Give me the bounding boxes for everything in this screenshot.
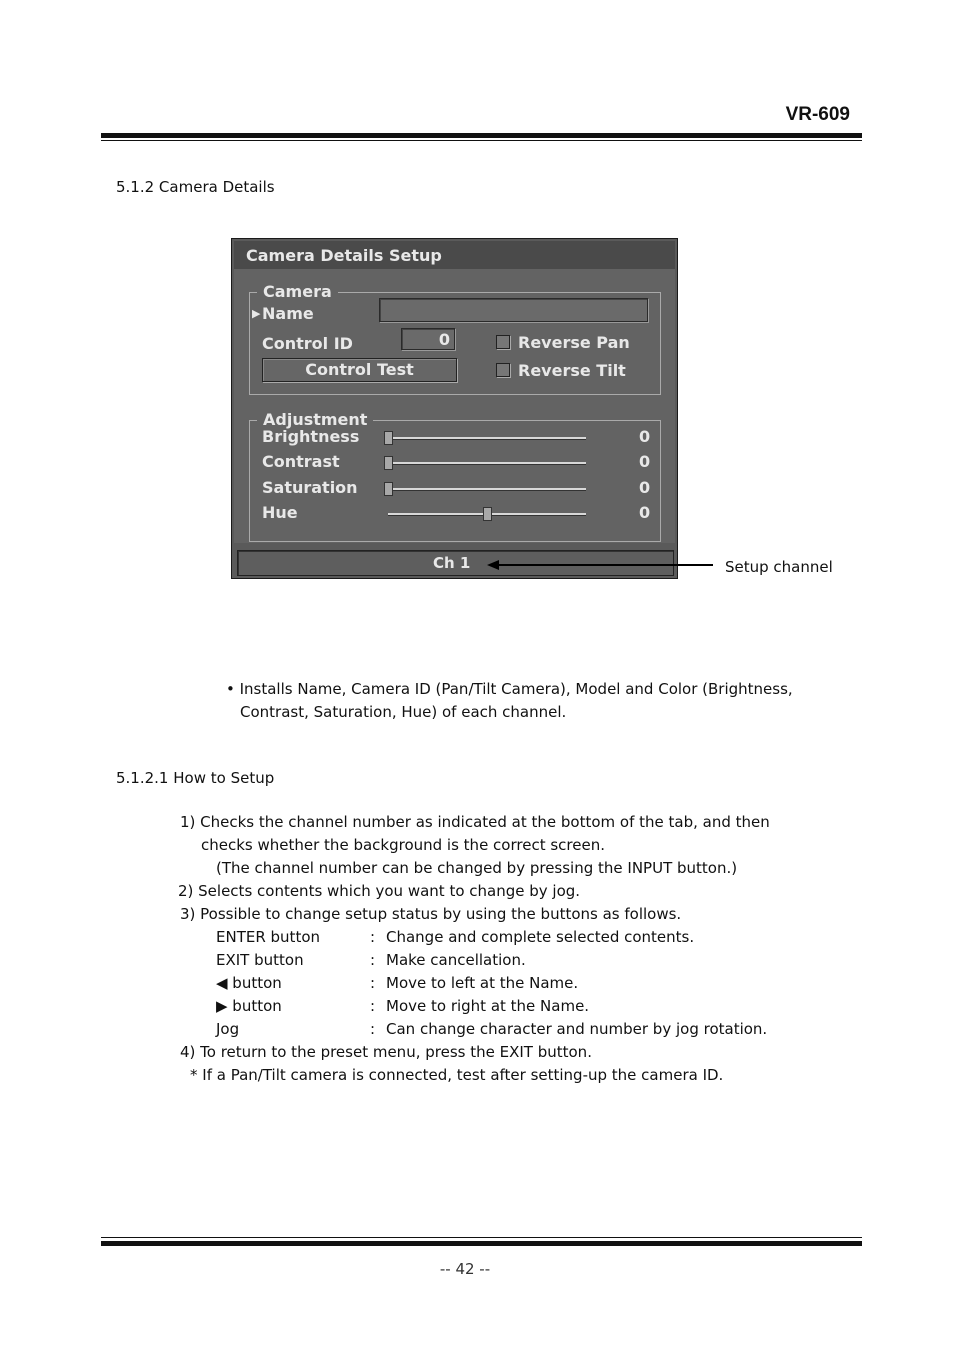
osd-title: Camera Details Setup (246, 246, 442, 265)
button-name: ENTER button (216, 928, 321, 946)
subsection-title: 5.1.2.1 How to Setup (116, 769, 275, 787)
control-id-label: Control ID (262, 334, 353, 353)
slider-thumb[interactable] (384, 482, 393, 496)
control-test-button[interactable]: Control Test (262, 358, 457, 382)
header-rule-thin (101, 140, 862, 141)
osd-title-bar (234, 241, 675, 269)
slider-label: Hue (262, 502, 298, 522)
colon: : (370, 1020, 376, 1038)
slider-thumb[interactable] (384, 431, 393, 445)
page-number: -- 42 -- (439, 1260, 491, 1278)
slider-value: 0 (639, 477, 651, 497)
callout-line (498, 564, 713, 566)
reverse-pan-label: Reverse Pan (518, 333, 630, 352)
slider-track[interactable] (388, 488, 586, 491)
footer-rule (101, 1241, 862, 1246)
selection-arrow-icon: ▶ (252, 307, 261, 320)
slider-label: Saturation (262, 477, 358, 497)
callout-label: Setup channel (725, 558, 833, 576)
button-desc: Move to right at the Name. (386, 997, 590, 1015)
section-title: 5.1.2 Camera Details (116, 178, 275, 196)
slider-label: Brightness (262, 427, 360, 446)
camera-group-legend: Camera (257, 282, 338, 301)
reverse-pan-checkbox[interactable] (496, 335, 510, 349)
name-label: Name (262, 304, 314, 323)
document-model-title: VR-609 (785, 104, 850, 125)
button-name: ▶ button (216, 997, 282, 1015)
adjustment-group-legend: Adjustment (257, 410, 373, 429)
step-note: * If a Pan/Tilt camera is connected, test after setting-up the camera ID. (190, 1066, 724, 1084)
slider-value: 0 (639, 427, 651, 446)
button-row (216, 926, 816, 949)
button-list (216, 926, 816, 1041)
slider-thumb[interactable] (483, 507, 492, 521)
button-row (216, 1018, 816, 1041)
step-1-continued: checks whether the background is the correct screen. (201, 836, 605, 854)
name-input[interactable] (379, 298, 648, 322)
step-4: 4) To return to the preset menu, press the EXIT button. (180, 1043, 592, 1061)
button-desc: Can change character and number by jog rotation. (386, 1020, 768, 1038)
button-row (216, 995, 816, 1018)
button-name: Jog (216, 1020, 240, 1038)
slider-track[interactable] (388, 462, 586, 465)
slider-track[interactable] (388, 437, 586, 440)
button-desc: Make cancellation. (386, 951, 526, 969)
button-name: EXIT button (216, 951, 304, 969)
header-rule (101, 133, 862, 138)
slider-value: 0 (639, 452, 651, 472)
slider-label: Contrast (262, 452, 340, 472)
description-line-1: • Installs Name, Camera ID (Pan/Tilt Camera), Model and Color (Brightness, (226, 680, 793, 698)
button-row (216, 949, 816, 972)
channel-status-bar (237, 550, 674, 576)
reverse-tilt-label: Reverse Tilt (518, 361, 626, 380)
description-line-2: Contrast, Saturation, Hue) of each channel. (240, 703, 567, 721)
slider-thumb[interactable] (384, 456, 393, 470)
control-id-input[interactable]: 0 (401, 328, 455, 350)
step-1-note: (The channel number can be changed by pressing the INPUT button.) (216, 859, 738, 877)
colon: : (370, 997, 376, 1015)
step-3: 3) Possible to change setup status by using the buttons as follows. (180, 905, 682, 923)
step-1: 1) Checks the channel number as indicated at the bottom of the tab, and then (180, 813, 770, 831)
footer-rule-thin (101, 1237, 862, 1238)
colon: : (370, 974, 376, 992)
colon: : (370, 928, 376, 946)
channel-label: Ch 1 (433, 554, 471, 572)
reverse-tilt-checkbox[interactable] (496, 363, 510, 377)
colon: : (370, 951, 376, 969)
camera-details-osd-screen (231, 238, 678, 579)
button-row (216, 972, 816, 995)
button-desc: Change and complete selected contents. (386, 928, 695, 946)
button-name: ◀ button (216, 974, 282, 992)
step-2: 2) Selects contents which you want to change by jog. (178, 882, 581, 900)
osd-body (234, 269, 675, 543)
button-desc: Move to left at the Name. (386, 974, 579, 992)
slider-value: 0 (639, 502, 651, 522)
